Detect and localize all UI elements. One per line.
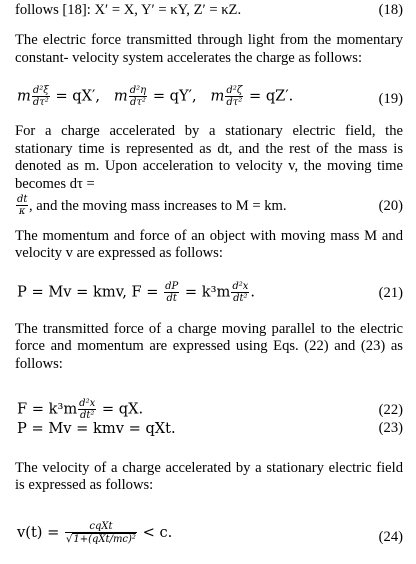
eq24-fraction: $\frac{\text{cqXt}}{\text{√1+(qXt/mc)²}}$ (66, 520, 136, 545)
equation-19 (15, 79, 403, 115)
eq22-fraction: $\frac{\text{d²x}}{\text{dt²}}$ (79, 397, 96, 421)
eq21-lhs: P = Mv = kmv, F = (17, 283, 159, 301)
eq19-fraction-2: $\frac{\text{d²η}}{\text{dτ²}}$ (129, 85, 147, 109)
eq19-mass-1: m (17, 87, 31, 105)
sqrt-symbol: √ (66, 533, 73, 545)
equation-23 (15, 420, 403, 440)
equation-19-number: (19) (378, 91, 403, 108)
p2-text: For a charge accelerated by a stationary electric field, the stationary time is represented as dt, and the rest of the mass is denoted as m. Upon acceleration to velocity v, the moving time becomes dτ = (15, 123, 403, 192)
paragraph-transmitted-force: The transmitted force of a charge moving parallel to the electric force and momentum are expressed using Eqs. (22) and (23) as follows: (15, 320, 403, 372)
eq21-fraction-d2x: $\frac{\text{d²x}}{\text{dt²}}$ (232, 280, 249, 304)
equation-20-number: (20) (378, 197, 403, 214)
equation-21 (15, 275, 403, 309)
eq22-rhs: = qX. (101, 400, 144, 418)
equation-23-number: (23) (378, 419, 403, 436)
p2-tail: , and the moving mass increases to M = km. (29, 197, 287, 214)
eq19-rhs-1: = qX′, (55, 87, 100, 105)
equation-22 (15, 398, 403, 420)
paper-page (15, 2, 403, 555)
paragraph-velocity: The velocity of a charge accelerated by a stationary electric field is expressed as follows: (15, 459, 403, 494)
equation-24 (15, 519, 403, 555)
paragraph-momentum: The momentum and force of an object with moving mass M and velocity v are expressed as follows: (15, 227, 403, 262)
eq19-mass-2: m (113, 87, 128, 105)
equation-21-number: (21) (378, 284, 403, 301)
eq23-text: P = Mv = kmv = qXt. (17, 419, 176, 437)
paragraph-electric-force: The electric force transmitted through light from the momentary constant- velocity system accelerates the charge as follows: (15, 32, 403, 66)
equation-18-line (15, 2, 403, 20)
eq21-fraction-dp-dt: $\frac{dP}{dt}$ (165, 280, 179, 304)
paragraph-stationary-time (15, 123, 403, 219)
p2-fraction-dt-over-kappa: $\frac{dt}{\kappa}$ (17, 193, 28, 217)
equation-18-number: (18) (378, 2, 403, 18)
eq24-lhs: v(t) = (17, 523, 60, 541)
eq19-fraction-3: $\frac{\text{d²ζ}}{\text{dτ²}}$ (226, 85, 243, 109)
eq19-fraction-1: $\frac{\text{d²ξ}}{\text{dτ²}}$ (32, 85, 49, 109)
eq19-rhs-2: = qY′, (152, 87, 197, 105)
eq22-lhs: F = k³m (17, 400, 78, 418)
eq24-rhs: < c. (142, 523, 173, 541)
eq21-period: . (250, 283, 256, 301)
eq21-mid: = k³m (184, 283, 231, 301)
eq19-mass-3: m (210, 87, 225, 105)
equation-24-number: (24) (378, 528, 403, 545)
eq19-rhs-3: = qZ′. (248, 87, 294, 105)
equation-22-number: (22) (378, 401, 403, 418)
equation-18-text: follows [18]: X′ = X, Y′ = κY, Z′ = κZ. (15, 2, 242, 18)
